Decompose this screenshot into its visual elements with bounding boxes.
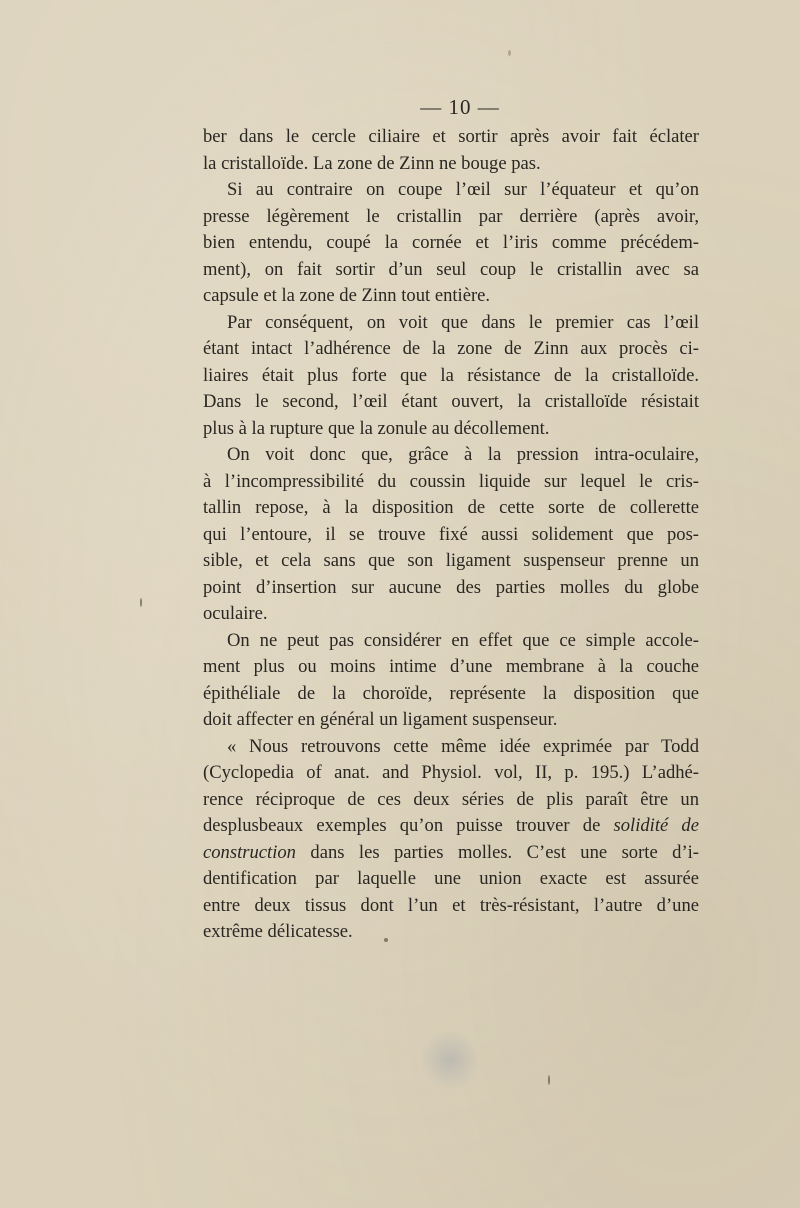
text-line: sible, et cela sans que son ligament suspenseur prenne un: [203, 550, 699, 571]
text-line: capsule et la zone de Zinn tout entière.: [203, 285, 491, 306]
text-line: « Nous retrouvons cette même idée exprimée par Todd: [227, 735, 699, 757]
italic-text: construction: [203, 841, 296, 863]
paper-speck: [384, 938, 388, 942]
text-line: entre deux tissus dont l’un et très-résistant, l’autre d’une: [203, 894, 699, 916]
text-line-mixed: [203, 840, 699, 867]
text-line: presse légèrement le cristallin par derrière (après avoir,: [203, 205, 699, 227]
paper-speck: [548, 1075, 550, 1085]
body-text: [203, 124, 699, 946]
text-line: oculaire.: [203, 603, 268, 624]
text-segment: desplusbeaux exemples qu’on puisse trouver de: [203, 815, 614, 836]
text-line-mixed: [203, 813, 699, 840]
italic-text: solidité de: [613, 815, 699, 836]
text-line: qui l’entoure, il se trouve fixé aussi solidement que pos-: [203, 523, 699, 545]
text-line: épithéliale de la choroïde, représente la disposition que: [203, 682, 699, 704]
text-line: plus à la rupture que la zonule au décollement.: [203, 417, 550, 439]
text-line: à l’incompressibilité du coussin liquide sur lequel le cris-: [203, 470, 699, 492]
text-line: extrême délicatesse.: [203, 921, 353, 942]
text-line: rence réciproque de ces deux séries de plis paraît être un: [203, 788, 699, 810]
text-line: ment plus ou moins intime d’une membrane à la couche: [203, 656, 699, 677]
paper-speck: [508, 50, 511, 56]
paper-stain: [420, 1030, 480, 1090]
text-line: la cristalloïde. La zone de Zinn ne bouge pas.: [203, 152, 541, 174]
text-line: liaires était plus forte que la résistance de la cristalloïde.: [203, 364, 699, 386]
text-line: ber dans le cercle ciliaire et sortir après avoir fait éclater: [203, 126, 699, 147]
text-line: On voit donc que, grâce à la pression intra-oculaire,: [227, 444, 699, 465]
text-line: étant intact l’adhérence de la zone de Zinn aux procès ci-: [203, 338, 699, 359]
text-line: Si au contraire on coupe l’œil sur l’équateur et qu’on: [227, 179, 699, 200]
paper-speck: [140, 598, 142, 607]
text-line: ment), on fait sortir d’un seul coup le cristallin avec sa: [203, 258, 699, 280]
page-number: — 10 —: [420, 95, 500, 119]
text-line: Par conséquent, on voit que dans le premier cas l’œil: [227, 311, 699, 333]
text-line: tallin repose, à la disposition de cette sorte de collerette: [203, 497, 699, 518]
text-line: dentification par laquelle une union exacte est assurée: [203, 868, 699, 889]
text-segment: dans les parties molles. C’est une sorte d’i-: [295, 841, 699, 863]
text-line: Dans le second, l’œil étant ouvert, la cristalloïde résistait: [203, 391, 699, 412]
text-line: On ne peut pas considérer en effet que ce simple accole-: [227, 629, 699, 651]
text-line: (Cyclopedia of anat. and Physiol. vol, II, p. 195.) L’adhé-: [203, 762, 699, 783]
text-line: point d’insertion sur aucune des parties molles du globe: [203, 576, 699, 598]
text-line: doit affecter en général un ligament suspenseur.: [203, 709, 558, 730]
text-line: bien entendu, coupé la cornée et l’iris comme précédem-: [203, 232, 699, 253]
